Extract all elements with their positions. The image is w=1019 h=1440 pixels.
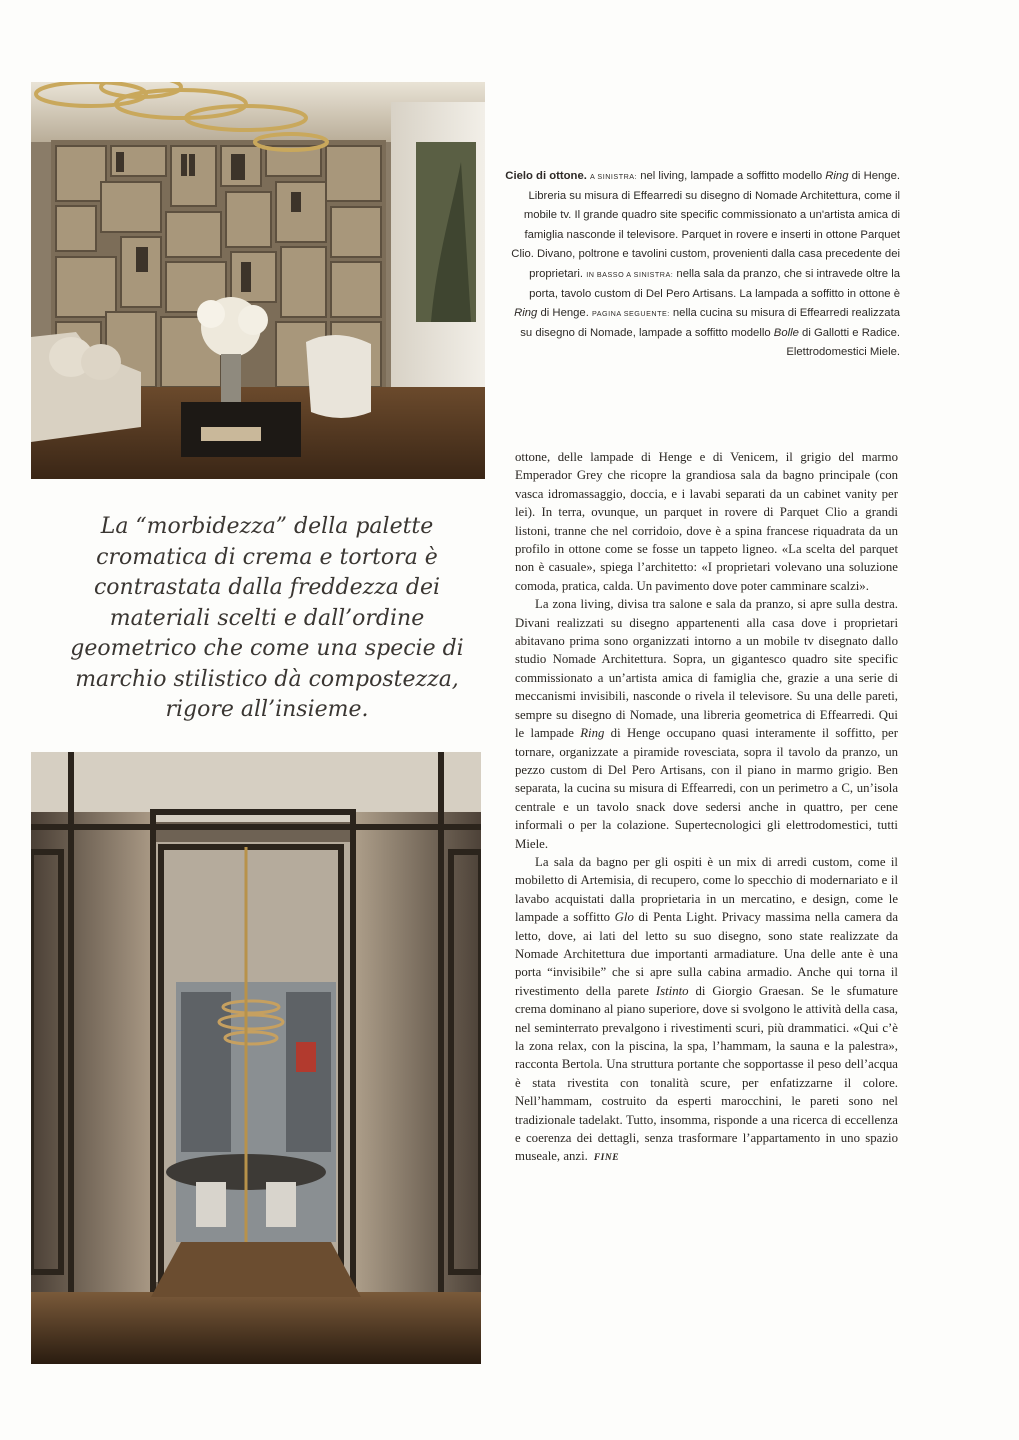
caption-text: nella sala da pranzo, che si intravede oltre la porta, tavolo custom di Del Pero Artisans. La lampada a soffitto in ottone è — [529, 267, 900, 300]
paragraph — [515, 595, 898, 853]
caption-product-name: Ring — [514, 307, 538, 320]
dining-room-photo — [31, 752, 481, 1364]
caption-text: nella cucina su misura di Effearredi realizzata su disegno di Nomade, lampade a soffitto modello — [520, 307, 900, 339]
caption-text: di Gallotti e Radice. Elettrodomestici Miele. — [786, 326, 900, 359]
pull-quote: La “morbidezza” della palette cromatica di crema e tortora è contrastata dalla freddezza dei materiali scelti e dall’ordine geometrico che come una specie di marchio stilistico dà compostezza, rigore all’insieme. — [70, 514, 464, 722]
end-mark: FINE — [593, 1153, 620, 1164]
article-body — [515, 448, 898, 1168]
caption-text: di Henge. Libreria su misura di Effearredi su disegno di Nomade Architettura, come il mobile tv. Il grande quadro site specific commissionato a un'artista amica di famiglia nasconde il televisore. Parquet in rovere e inserti in ottone Parquet Clio. Divano, poltrone e tavolini custom, provenienti dalla casa precedente dei proprietari. — [511, 170, 900, 280]
caption-product-name: Ring — [825, 170, 849, 182]
caption-label-next-page: PAGINA SEGUENTE: — [591, 309, 670, 319]
product-name: Istinto — [655, 983, 689, 998]
paragraph: ottone, delle lampade di Henge e di Venicem, il grigio del marmo Emperador Grey che ricopre la grandiosa sala da bagno principale (con vasca idromassaggio, doccia, e i lavabi separati da un cabinet vanity per lei). In terra, ovunque, un parquet in rovere di Parquet Clio a grandi listoni, tranne che nel corridoio, dove è a spina francese riquadrata da un profilo in ottone come se fosse un tappeto ligneo. «La scelta del parquet non è casuale», spiega l’architetto: «I proprietari volevano una soluzione comoda, pratica, calda. Un pavimento dove poter camminare scalzi». — [515, 450, 898, 593]
paragraph-text: di Penta Light. Privacy massima nella camera da letto, dove, ai lati del letto su suo disegno, sono state realizzate da Nomade Architettura due importanti armadiature. Una delle ante è una porta “invisibile” che si apre sulla cabina armadio. Anche qui torna il rivestimento della parete — [515, 910, 898, 998]
caption-text: di Henge. — [537, 307, 592, 320]
paragraph-text: La zona living, divisa tra salone e sala da pranzo, si apre sulla destra. Divani realizzati su disegno appartenenti alla casa dove i proprietari abitavano prima sono organizzati intorno a un mobile tv disegnato dallo studio Nomade Architettura. Sopra, un gigantesco quadro site specific commissionato a un’artista amica di famiglia che, grazie a una serie di meccanismi invisibili, nasconde o rivela il televisore. Su una delle pareti, sempre su disegno di Nomade, una libreria geometrica di Effearredi. Qui le lampade — [515, 597, 898, 741]
caption-heading: Cielo di ottone. — [505, 170, 587, 182]
product-name: Glo — [614, 910, 634, 925]
photo-caption — [505, 167, 900, 363]
caption-product-name: Bolle — [773, 326, 799, 339]
caption-text: nel living, lampade a soffitto modello — [637, 170, 826, 182]
caption-label-left: A SINISTRA: — [590, 172, 638, 181]
living-room-photo — [31, 82, 485, 479]
paragraph — [515, 853, 898, 1168]
paragraph-text: La sala da bagno per gli ospiti è un mix di arredi custom, come il mobiletto di Artemisia, di recupero, come lo specchio di modernariato e il lavabo acquistati dalla proprietaria in un mercatino, e design, come le lampade a soffitto — [515, 854, 898, 925]
product-name: Ring — [580, 726, 605, 741]
paragraph-text: di Henge occupano quasi interamente il soffitto, per tornare, organizzate a piramide rovesciata, sopra il tavolo da pranzo, un pezzo custom di Del Pero Artisans, con il piano in marmo grigio. Ben separata, la cucina su misura di Effearredi, con un perimetro a C, un’isola centrale e un tavolo snack dove sedersi anche in quattro, per cene informali o per la colazione. Supertecnologici gli elettrodomestici, tutti Miele. — [515, 726, 898, 851]
caption-label-bottom-left: IN BASSO A SINISTRA: — [586, 269, 674, 279]
paragraph-text: di Giorgio Graesan. Se le sfumature crema dominano al piano superiore, dove si svolgono le attività della casa, nel seminterrato prevalgono i rivestimenti scuri, più drammatici. «Qui c’è la zona relax, con la piscina, la spa, l’hammam, la sauna e la palestra», racconta Bertola. Una struttura portante che sopportasse il peso dell’acqua è stata rivestita con tonalità scure, per enfatizzarne il colore. Nell’hammam, costruito da esperti marocchini, le pareti sono nel tradizionale tadelakt. Tutto, insomma, risponde a una ricerca di eccellenza e coerenza dei dettagli, senza trasformare l’appartamento in uno spazio museale, anzi. — [515, 983, 898, 1164]
